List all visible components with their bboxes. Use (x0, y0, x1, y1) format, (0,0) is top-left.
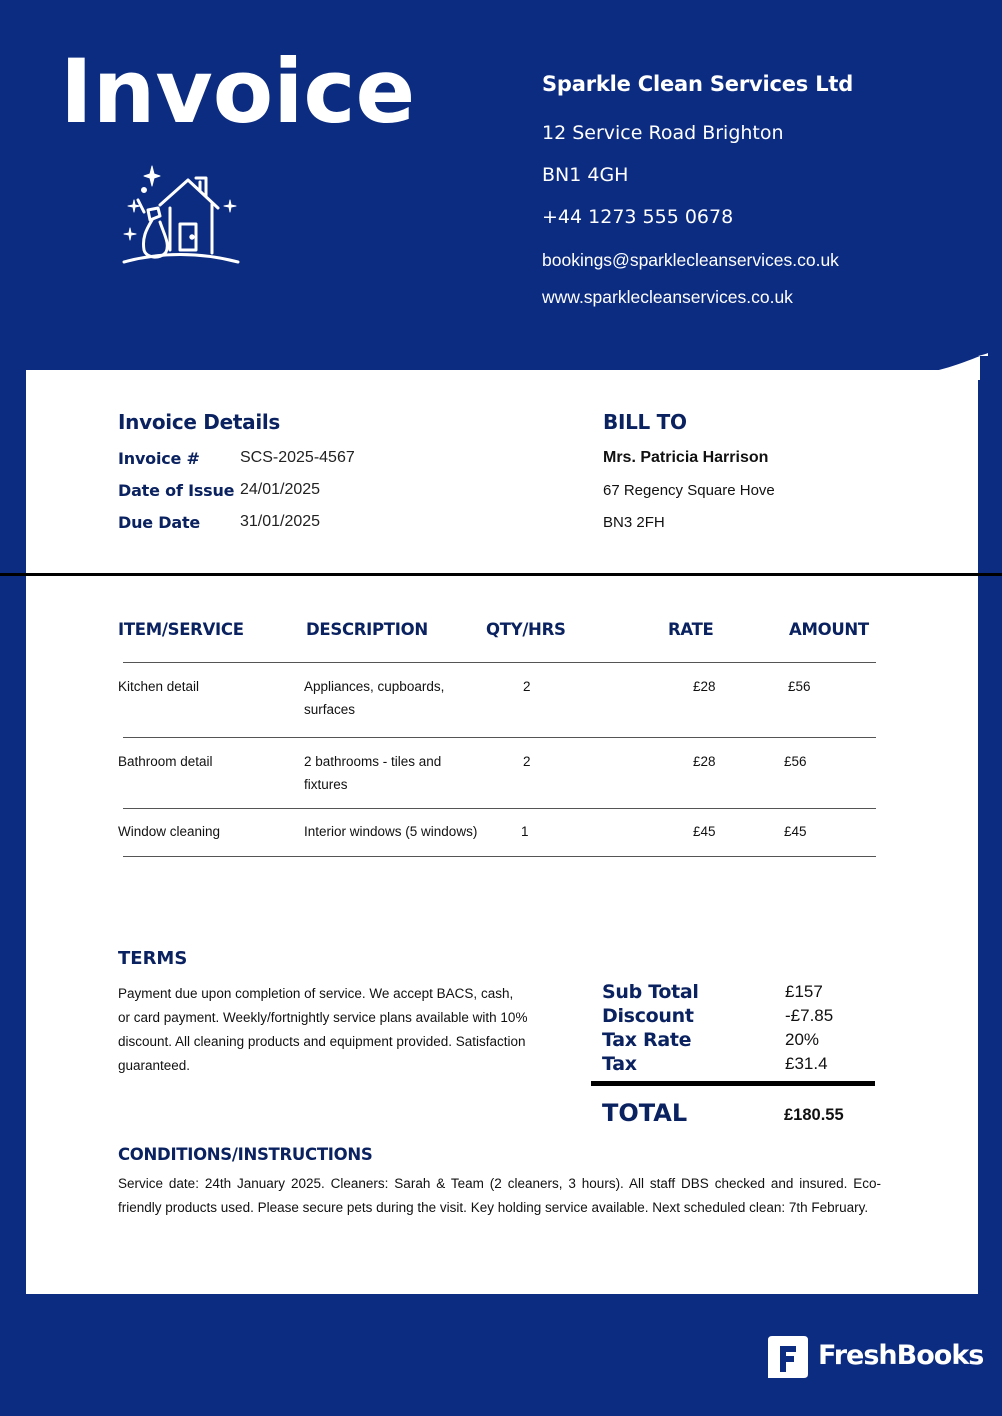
tax-rate-label: Tax Rate (602, 1029, 692, 1051)
tax-value: £31.4 (785, 1054, 828, 1073)
row3-qty: 1 (521, 824, 529, 839)
freshbooks-brand: FreshBooks (818, 1340, 984, 1371)
col-header-rate: RATE (668, 620, 714, 639)
row2-item: Bathroom detail (118, 754, 213, 769)
company-postcode: BN1 4GH (542, 164, 629, 186)
row3-amount: £45 (784, 824, 807, 839)
due-date: 31/01/2025 (240, 513, 321, 530)
issue-date-label: Date of Issue (118, 481, 235, 500)
row3-description: Interior windows (5 windows) (304, 824, 478, 839)
row-divider (123, 856, 876, 857)
invoice-details-heading: Invoice Details (118, 410, 281, 434)
row2-qty: 2 (523, 754, 531, 769)
bill-to-heading: BILL TO (603, 410, 687, 434)
row1-rate: £28 (693, 679, 716, 694)
client-address: 67 Regency Square Hove (603, 482, 775, 499)
row3-rate: £45 (693, 824, 716, 839)
tax-label: Tax (602, 1053, 637, 1075)
terms-heading: TERMS (118, 948, 188, 969)
row1-qty: 2 (523, 679, 531, 694)
issue-date: 24/01/2025 (240, 481, 321, 498)
company-email[interactable]: bookings@sparklecleanservices.co.uk (542, 250, 839, 270)
discount-value: -£7.85 (785, 1006, 834, 1025)
row-divider (123, 737, 876, 738)
col-header-item: ITEM/SERVICE (118, 620, 244, 639)
subtotal-label: Sub Total (602, 981, 699, 1003)
page-title: Invoice (60, 40, 416, 143)
company-name: Sparkle Clean Services Ltd (542, 72, 854, 96)
company-address: 12 Service Road Brighton (542, 122, 784, 144)
invoice-number: SCS-2025-4567 (240, 449, 355, 466)
company-phone: +44 1273 555 0678 (542, 206, 734, 228)
due-date-label: Due Date (118, 513, 201, 532)
row2-rate: £28 (693, 754, 716, 769)
col-header-qty: QTY/HRS (486, 620, 566, 639)
terms-text: Payment due upon completion of service. We accept BACS, cash, or card payment. Weekly/fortnightly service plans available with 10% discount. All cleaning products and equipment provided. Satisfaction guaranteed. (118, 986, 528, 1073)
col-header-amount: AMOUNT (789, 620, 869, 639)
row2-description: 2 bathrooms - tiles and fixtures (304, 754, 442, 792)
invoice-number-label: Invoice # (118, 449, 200, 468)
row1-item: Kitchen detail (118, 679, 200, 694)
client-postcode: BN3 2FH (603, 514, 665, 531)
section-divider (0, 573, 1002, 576)
col-header-description: DESCRIPTION (306, 620, 428, 639)
subtotal-value: £157 (785, 982, 823, 1001)
row-divider (123, 662, 876, 663)
client-name: Mrs. Patricia Harrison (603, 449, 769, 466)
row1-description: Appliances, cupboards, surfaces (304, 679, 445, 717)
total-divider (591, 1081, 875, 1086)
tax-rate-value: 20% (785, 1030, 820, 1049)
total-label: TOTAL (602, 1099, 688, 1127)
conditions-text: Service date: 24th January 2025. Cleaners: Sarah & Team (2 cleaners, 3 hours). All staff DBS checked and insured. Eco-friendly products used. Please secure pets during the visit. Key holding service available. Next scheduled clean: 7th February. (118, 1176, 881, 1215)
row3-item: Window cleaning (118, 824, 221, 839)
discount-label: Discount (602, 1005, 694, 1027)
conditions-heading: CONDITIONS/INSTRUCTIONS (118, 1145, 373, 1164)
row-divider (123, 808, 876, 809)
company-website[interactable]: www.sparklecleanservices.co.uk (542, 287, 793, 307)
total-value: £180.55 (784, 1106, 844, 1124)
row1-amount: £56 (788, 679, 811, 694)
row2-amount: £56 (784, 754, 807, 769)
house-cleaning-icon (120, 160, 242, 270)
freshbooks-logo-icon (766, 1334, 810, 1380)
